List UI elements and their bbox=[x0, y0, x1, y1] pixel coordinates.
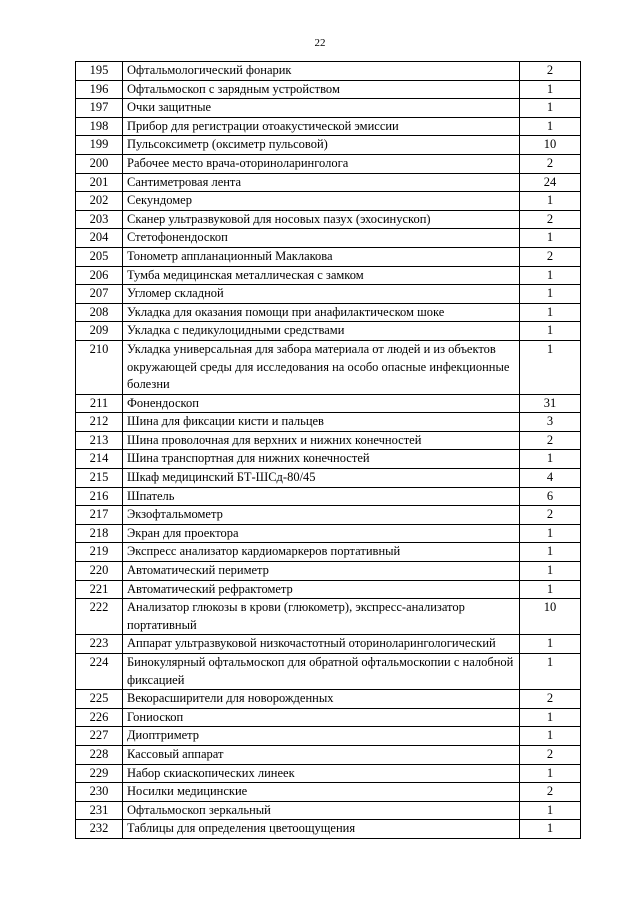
row-number: 218 bbox=[76, 524, 123, 543]
table-row bbox=[76, 487, 581, 506]
item-name: Укладка с педикулоцидными средствами bbox=[123, 322, 520, 341]
item-name: Набор скиаскопических линеек bbox=[123, 764, 520, 783]
row-number: 223 bbox=[76, 635, 123, 654]
table-row bbox=[76, 431, 581, 450]
item-name: Таблицы для определения цветоощущения bbox=[123, 820, 520, 839]
row-number: 196 bbox=[76, 80, 123, 99]
row-number: 212 bbox=[76, 413, 123, 432]
table-row bbox=[76, 450, 581, 469]
table-row bbox=[76, 580, 581, 599]
table-row bbox=[76, 654, 581, 690]
item-quantity: 2 bbox=[520, 210, 581, 229]
item-quantity: 2 bbox=[520, 247, 581, 266]
item-quantity: 2 bbox=[520, 62, 581, 81]
row-number: 225 bbox=[76, 690, 123, 709]
item-quantity: 2 bbox=[520, 154, 581, 173]
row-number: 215 bbox=[76, 469, 123, 488]
item-name: Шина транспортная для нижних конечностей bbox=[123, 450, 520, 469]
item-quantity: 3 bbox=[520, 413, 581, 432]
row-number: 217 bbox=[76, 506, 123, 525]
item-name: Сканер ультразвуковой для носовых пазух (эхосинускоп) bbox=[123, 210, 520, 229]
item-quantity: 1 bbox=[520, 543, 581, 562]
item-name: Сантиметровая лента bbox=[123, 173, 520, 192]
item-name: Тумба медицинская металлическая с замком bbox=[123, 266, 520, 285]
item-quantity: 1 bbox=[520, 285, 581, 304]
row-number: 198 bbox=[76, 117, 123, 136]
item-name: Укладка универсальная для забора материала от людей и из объектов окружающей среды для исследования на особо опасные инфекционные болезни bbox=[123, 340, 520, 394]
item-quantity: 1 bbox=[520, 99, 581, 118]
item-name: Носилки медицинские bbox=[123, 783, 520, 802]
item-name: Рабочее место врача-оториноларинголога bbox=[123, 154, 520, 173]
row-number: 226 bbox=[76, 708, 123, 727]
item-name: Анализатор глюкозы в крови (глюкометр), экспресс-анализатор портативный bbox=[123, 599, 520, 635]
item-name: Стетофонендоскоп bbox=[123, 229, 520, 248]
row-number: 222 bbox=[76, 599, 123, 635]
table-row bbox=[76, 173, 581, 192]
item-quantity: 1 bbox=[520, 80, 581, 99]
item-name: Угломер складной bbox=[123, 285, 520, 304]
item-name: Экспресс анализатор кардиомаркеров портативный bbox=[123, 543, 520, 562]
item-quantity: 1 bbox=[520, 266, 581, 285]
item-quantity: 1 bbox=[520, 117, 581, 136]
table-row bbox=[76, 413, 581, 432]
row-number: 228 bbox=[76, 745, 123, 764]
row-number: 213 bbox=[76, 431, 123, 450]
item-name: Диоптриметр bbox=[123, 727, 520, 746]
item-name: Гониоскоп bbox=[123, 708, 520, 727]
table-row bbox=[76, 801, 581, 820]
item-name: Экзофтальмометр bbox=[123, 506, 520, 525]
table-row bbox=[76, 340, 581, 394]
row-number: 220 bbox=[76, 562, 123, 581]
table-row bbox=[76, 285, 581, 304]
table-row bbox=[76, 543, 581, 562]
item-quantity: 1 bbox=[520, 635, 581, 654]
row-number: 227 bbox=[76, 727, 123, 746]
item-name: Шина для фиксации кисти и пальцев bbox=[123, 413, 520, 432]
item-quantity: 1 bbox=[520, 192, 581, 211]
table-row bbox=[76, 506, 581, 525]
table-row bbox=[76, 635, 581, 654]
item-quantity: 1 bbox=[520, 303, 581, 322]
item-quantity: 6 bbox=[520, 487, 581, 506]
item-quantity: 2 bbox=[520, 506, 581, 525]
item-name: Бинокулярный офтальмоскоп для обратной офтальмоскопии с налобной фиксацией bbox=[123, 654, 520, 690]
item-quantity: 2 bbox=[520, 690, 581, 709]
row-number: 232 bbox=[76, 820, 123, 839]
item-quantity: 1 bbox=[520, 524, 581, 543]
row-number: 207 bbox=[76, 285, 123, 304]
row-number: 199 bbox=[76, 136, 123, 155]
table-row bbox=[76, 136, 581, 155]
item-quantity: 4 bbox=[520, 469, 581, 488]
item-quantity: 10 bbox=[520, 136, 581, 155]
table-row bbox=[76, 524, 581, 543]
table-row bbox=[76, 229, 581, 248]
item-name: Автоматический периметр bbox=[123, 562, 520, 581]
item-quantity: 10 bbox=[520, 599, 581, 635]
item-name: Офтальмоскоп с зарядным устройством bbox=[123, 80, 520, 99]
item-name: Пульсоксиметр (оксиметр пульсовой) bbox=[123, 136, 520, 155]
table-row bbox=[76, 764, 581, 783]
item-quantity: 1 bbox=[520, 562, 581, 581]
item-quantity: 1 bbox=[520, 764, 581, 783]
row-number: 206 bbox=[76, 266, 123, 285]
table-row bbox=[76, 599, 581, 635]
row-number: 209 bbox=[76, 322, 123, 341]
item-quantity: 31 bbox=[520, 394, 581, 413]
table-row bbox=[76, 266, 581, 285]
item-quantity: 1 bbox=[520, 580, 581, 599]
table-row bbox=[76, 469, 581, 488]
row-number: 231 bbox=[76, 801, 123, 820]
table-row bbox=[76, 562, 581, 581]
row-number: 201 bbox=[76, 173, 123, 192]
row-number: 216 bbox=[76, 487, 123, 506]
item-quantity: 2 bbox=[520, 745, 581, 764]
item-name: Укладка для оказания помощи при анафилактическом шоке bbox=[123, 303, 520, 322]
item-quantity: 1 bbox=[520, 229, 581, 248]
table-row bbox=[76, 80, 581, 99]
item-name: Шпатель bbox=[123, 487, 520, 506]
row-number: 230 bbox=[76, 783, 123, 802]
row-number: 224 bbox=[76, 654, 123, 690]
table-row bbox=[76, 192, 581, 211]
row-number: 214 bbox=[76, 450, 123, 469]
item-quantity: 2 bbox=[520, 783, 581, 802]
item-quantity: 1 bbox=[520, 708, 581, 727]
equipment-table-body bbox=[76, 62, 581, 839]
item-name: Фонендоскоп bbox=[123, 394, 520, 413]
item-name: Очки защитные bbox=[123, 99, 520, 118]
item-name: Офтальмоскоп зеркальный bbox=[123, 801, 520, 820]
table-row bbox=[76, 727, 581, 746]
item-name: Шкаф медицинский БТ-ШСд-80/45 bbox=[123, 469, 520, 488]
item-name: Экран для проектора bbox=[123, 524, 520, 543]
item-name: Векорасширители для новорожденных bbox=[123, 690, 520, 709]
row-number: 221 bbox=[76, 580, 123, 599]
table-row bbox=[76, 62, 581, 81]
item-quantity: 1 bbox=[520, 322, 581, 341]
table-row bbox=[76, 820, 581, 839]
table-row bbox=[76, 247, 581, 266]
row-number: 203 bbox=[76, 210, 123, 229]
item-quantity: 1 bbox=[520, 820, 581, 839]
item-name: Секундомер bbox=[123, 192, 520, 211]
row-number: 229 bbox=[76, 764, 123, 783]
row-number: 219 bbox=[76, 543, 123, 562]
row-number: 211 bbox=[76, 394, 123, 413]
table-row bbox=[76, 745, 581, 764]
table-row bbox=[76, 322, 581, 341]
row-number: 204 bbox=[76, 229, 123, 248]
table-row bbox=[76, 154, 581, 173]
row-number: 195 bbox=[76, 62, 123, 81]
table-row bbox=[76, 708, 581, 727]
equipment-table bbox=[75, 61, 581, 839]
item-quantity: 1 bbox=[520, 450, 581, 469]
table-row bbox=[76, 303, 581, 322]
row-number: 210 bbox=[76, 340, 123, 394]
table-row bbox=[76, 690, 581, 709]
item-name: Аппарат ультразвуковой низкочастотный оториноларингологический bbox=[123, 635, 520, 654]
row-number: 200 bbox=[76, 154, 123, 173]
row-number: 208 bbox=[76, 303, 123, 322]
item-name: Кассовый аппарат bbox=[123, 745, 520, 764]
row-number: 202 bbox=[76, 192, 123, 211]
table-row bbox=[76, 210, 581, 229]
row-number: 197 bbox=[76, 99, 123, 118]
item-quantity: 24 bbox=[520, 173, 581, 192]
page-number: 22 bbox=[314, 37, 326, 49]
item-name: Офтальмологический фонарик bbox=[123, 62, 520, 81]
item-quantity: 2 bbox=[520, 431, 581, 450]
table-row bbox=[76, 394, 581, 413]
item-name: Шина проволочная для верхних и нижних конечностей bbox=[123, 431, 520, 450]
item-name: Тонометр аппланационный Маклакова bbox=[123, 247, 520, 266]
item-quantity: 1 bbox=[520, 340, 581, 394]
row-number: 205 bbox=[76, 247, 123, 266]
item-name: Прибор для регистрации отоакустической эмиссии bbox=[123, 117, 520, 136]
item-quantity: 1 bbox=[520, 801, 581, 820]
item-quantity: 1 bbox=[520, 654, 581, 690]
table-row bbox=[76, 783, 581, 802]
table-row bbox=[76, 117, 581, 136]
item-quantity: 1 bbox=[520, 727, 581, 746]
item-name: Автоматический рефрактометр bbox=[123, 580, 520, 599]
table-row bbox=[76, 99, 581, 118]
